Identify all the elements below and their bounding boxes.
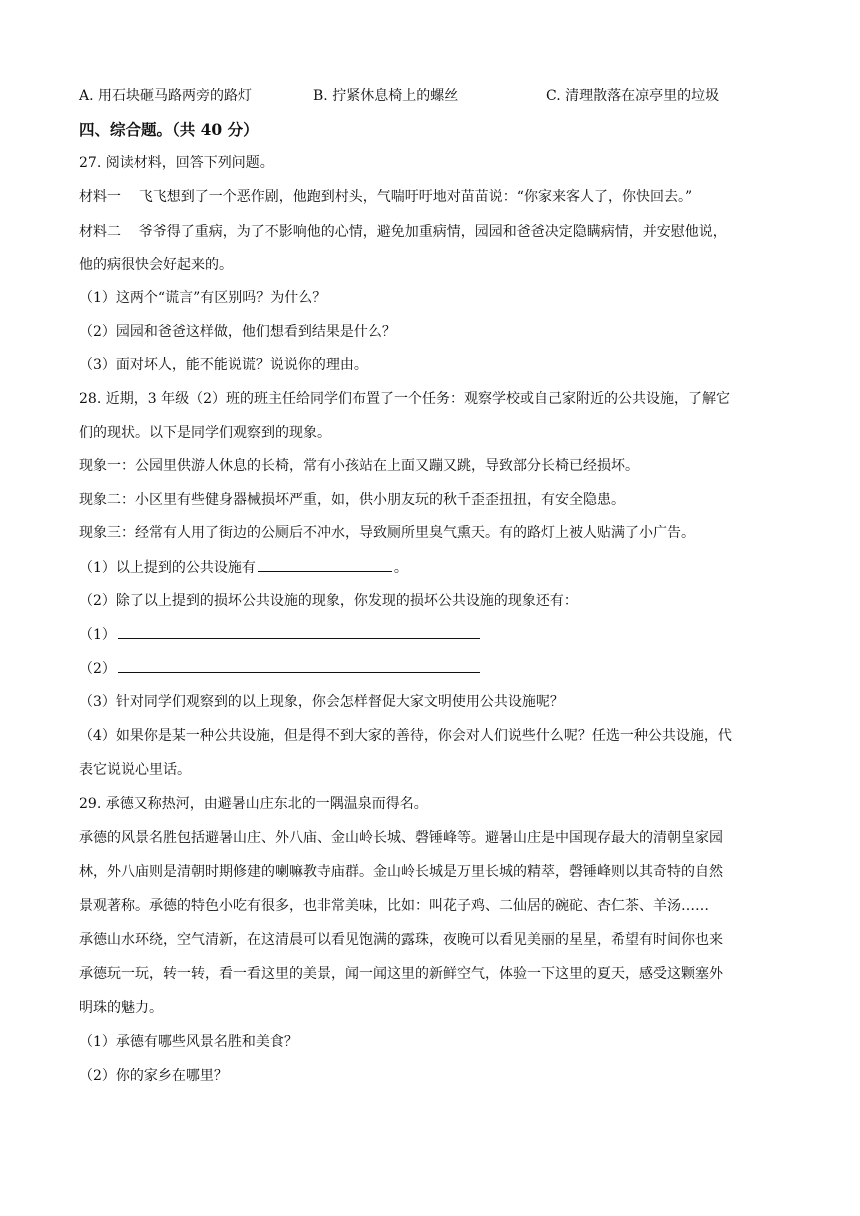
q28-sub-1-text: （1）以上提到的公共设施有 bbox=[79, 560, 256, 576]
q28-sub-4-line1: （4）如果你是某一种公共设施，但是得不到大家的善待，你会对人们说些什么呢？任选一种公共设施，代 bbox=[79, 728, 732, 744]
q27-sub-1: （1）这两个“谎言”有区别吗？为什么？ bbox=[79, 290, 327, 306]
q27-stem: 27. 阅读材料，回答下列问题。 bbox=[79, 155, 274, 171]
q28-phenomenon-1: 现象一：公园里供游人休息的长椅，常有小孩站在上面又蹦又跳，导致部分长椅已经损坏。 bbox=[79, 458, 639, 474]
q28-blank-row-1 bbox=[79, 624, 779, 645]
q29-sub-2: （2）你的家乡在哪里？ bbox=[79, 1068, 228, 1084]
q28-sub-4-line2: 表它说说心里话。 bbox=[79, 762, 191, 778]
q28-sub-1 bbox=[79, 557, 779, 578]
q29-para2-line2: 承德玩一玩，转一转，看一看这里的美景，闻一闻这里的新鲜空气，体验一下这里的夏天，感受这颗塞外 bbox=[79, 966, 723, 982]
q28-phenomenon-2: 现象二：小区里有些健身器械损坏严重，如，供小朋友玩的秋千歪歪扭扭，有安全隐患。 bbox=[79, 492, 625, 508]
q29-para1-line2: 林，外八庙则是清朝时期修建的喇嘛教寺庙群。金山岭长城是万里长城的精萃，磬锤峰则以其奇特的自然 bbox=[79, 864, 723, 880]
answer-blank-line-2[interactable] bbox=[118, 658, 480, 673]
q27-material-1: 材料一 飞飞想到了一个恶作剧，他跑到村头，气喘吁吁地对苗苗说：“你家来客人了，你快回去。” bbox=[79, 189, 693, 205]
q27-sub-2: （2）园园和爸爸这样做，他们想看到结果是什么？ bbox=[79, 324, 396, 340]
q29-para1-line1: 承德的风景名胜包括避暑山庄、外八庙、金山岭长城、磬锤峰等。避暑山庄是中国现存最大的清朝皇家园 bbox=[79, 830, 723, 846]
q27-material-2-line1: 材料二 爷爷得了重病，为了不影响他的心情，避免加重病情，园园和爸爸决定隐瞒病情，并安慰他说， bbox=[79, 224, 727, 240]
q28-stem-line2: 们的现状。以下是同学们观察到的现象。 bbox=[79, 425, 331, 441]
answer-blank-line-1[interactable] bbox=[118, 624, 480, 639]
q29-para2-line3: 明珠的魅力。 bbox=[79, 1000, 163, 1016]
q27-sub-3: （3）面对坏人，能不能说谎？说说你的理由。 bbox=[79, 357, 368, 373]
q28-sub-2: （2）除了以上提到的损坏公共设施的现象，你发现的损坏公共设施的现象还有： bbox=[79, 593, 578, 609]
blank-label-1: （1） bbox=[79, 627, 116, 643]
q28-stem-line1: 28. 近期，3 年级（2）班的班主任给同学们布置了一个任务：观察学校或自己家附近的公共设施，了解它 bbox=[79, 391, 730, 407]
section-title: 四、综合题。（共 40 分） bbox=[79, 120, 259, 139]
q29-para1-line3: 景观著称。承德的特色小吃有很多，也非常美味，比如：叫花子鸡、二仙居的碗砣、杏仁茶、羊汤…… bbox=[79, 898, 709, 914]
q29-sub-1: （1）承德有哪些风景名胜和美食？ bbox=[79, 1034, 298, 1050]
q29-stem: 29. 承德又称热河，由避暑山庄东北的一隅温泉而得名。 bbox=[79, 796, 428, 812]
q28-sub-3: （3）针对同学们观察到的以上现象，你会怎样督促大家文明使用公共设施呢？ bbox=[79, 694, 564, 710]
option-a: A. 用石块砸马路两旁的路灯 bbox=[79, 88, 253, 104]
q27-material-2-line2: 他的病很快会好起来的。 bbox=[79, 257, 233, 273]
answer-blank[interactable] bbox=[258, 557, 392, 572]
option-b: B. 拧紧休息椅上的螺丝 bbox=[313, 88, 459, 104]
q29-para2-line1: 承德山水环绕，空气清新，在这清晨可以看见饱满的露珠，夜晚可以看见美丽的星星，希望有时间你也来 bbox=[79, 932, 723, 948]
blank-label-2: （2） bbox=[79, 661, 116, 677]
q28-phenomenon-3: 现象三：经常有人用了街边的公厕后不冲水，导致厕所里臭气熏天。有的路灯上被人贴满了小广告。 bbox=[79, 525, 695, 541]
option-c: C. 清理散落在凉亭里的垃圾 bbox=[546, 88, 720, 104]
q28-sub-1-end: 。 bbox=[393, 560, 408, 576]
q28-blank-row-2 bbox=[79, 658, 779, 679]
